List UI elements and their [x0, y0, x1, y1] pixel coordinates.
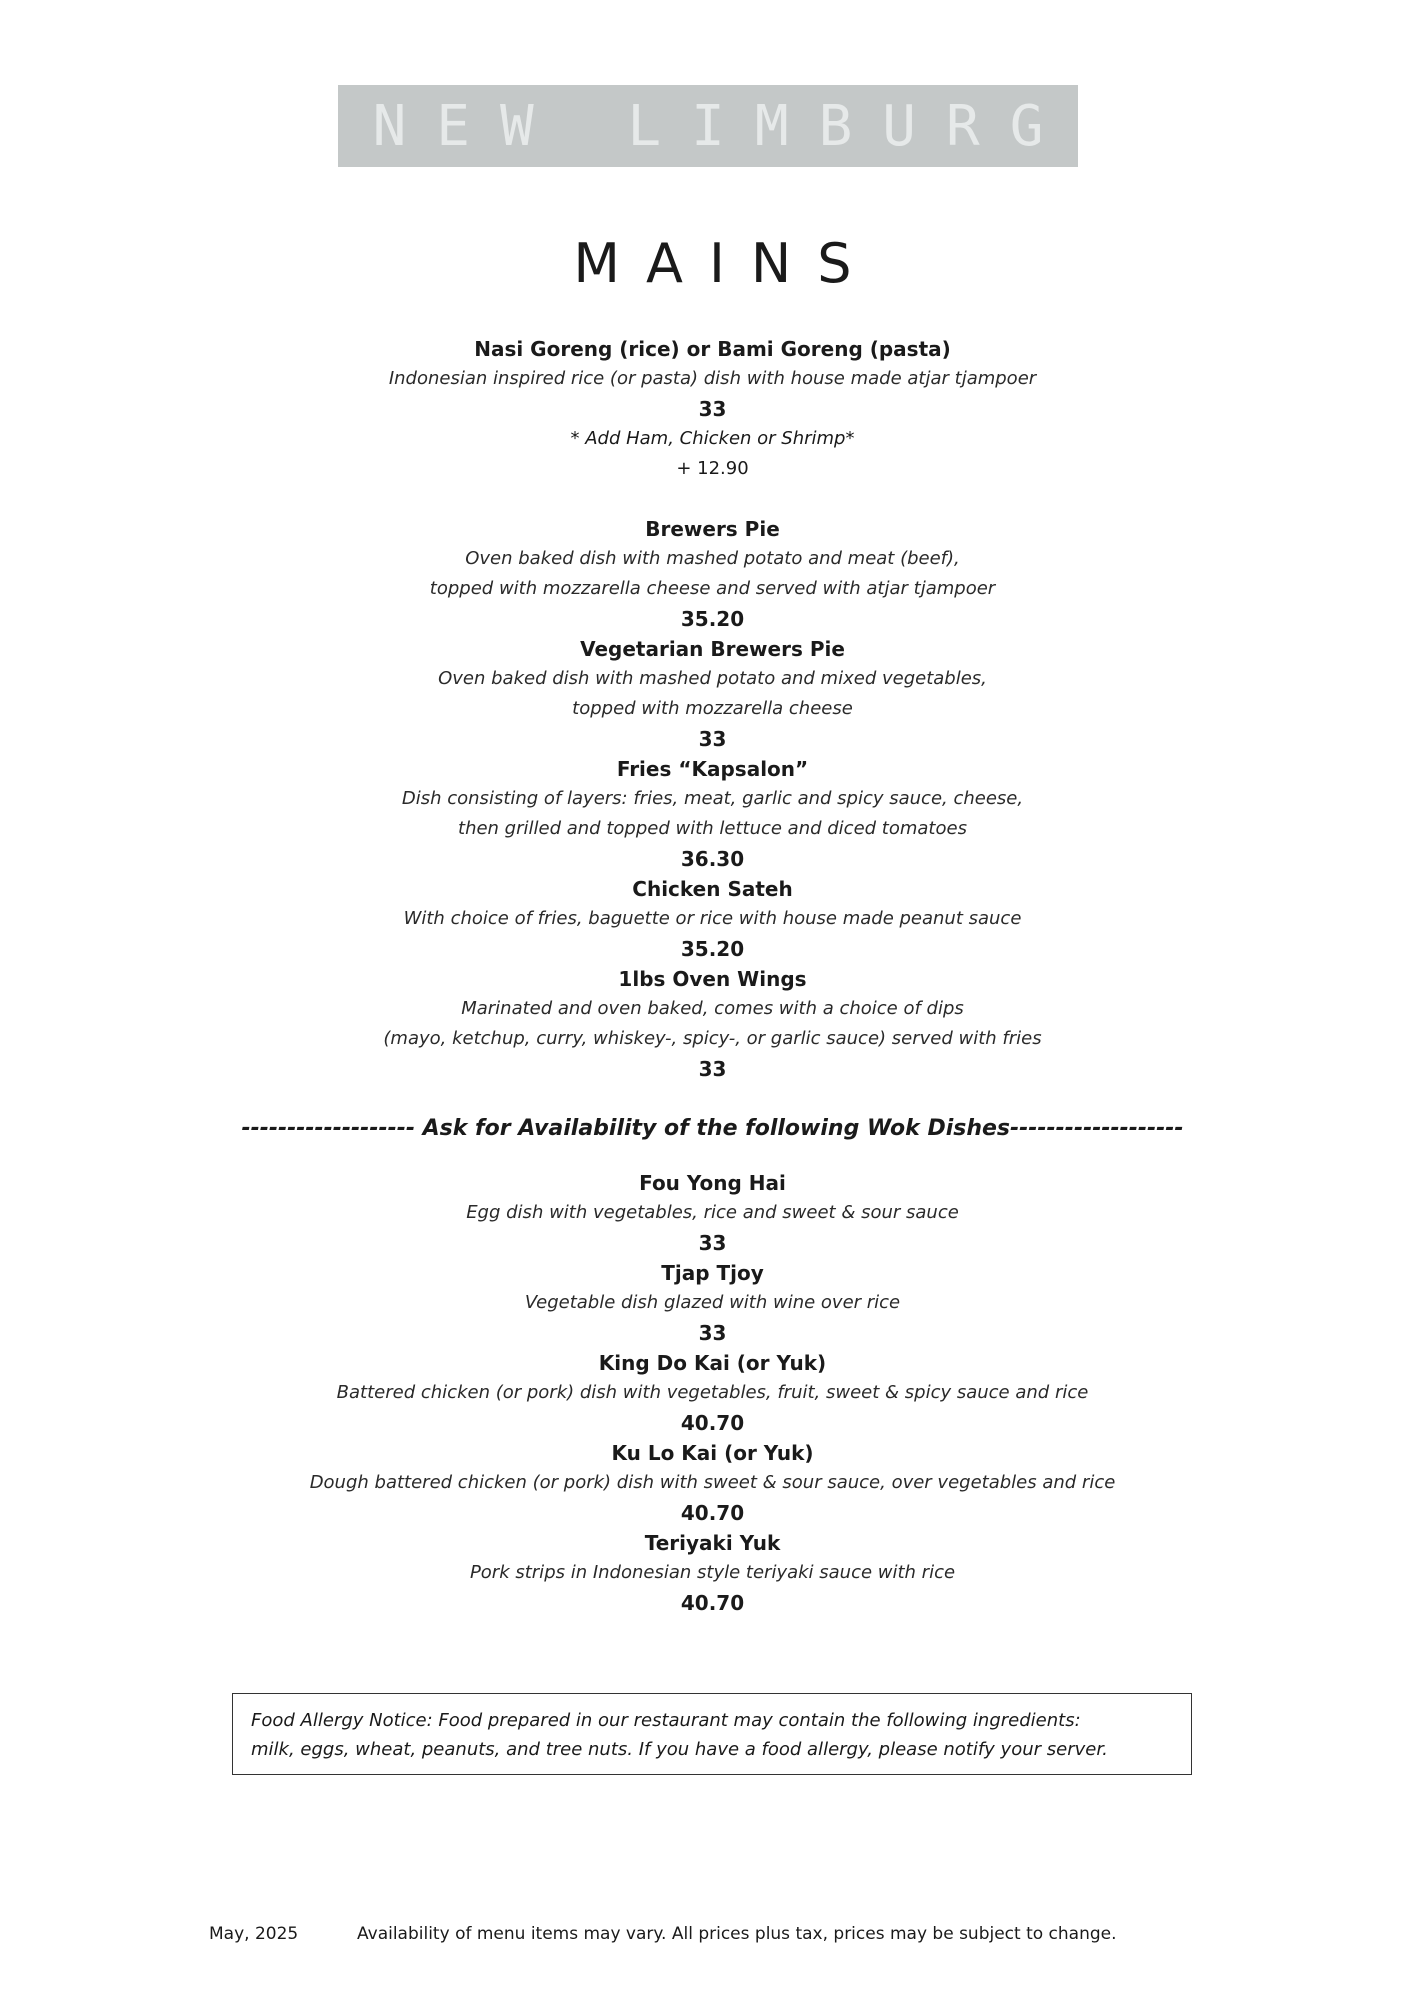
menu-item — [0, 754, 1425, 874]
item-price: 35.20 — [680, 607, 745, 631]
footer-disclaimer: Availability of menu items may vary. All prices plus tax, prices may be subject to change. — [357, 1924, 1117, 1944]
item-price: 36.30 — [680, 847, 745, 871]
item-price: 33 — [698, 1057, 727, 1081]
menu-item — [0, 514, 1425, 634]
item-price: 40.70 — [680, 1591, 745, 1615]
item-price: 33 — [698, 1321, 727, 1345]
item-description: then grilled and topped with lettuce and diced tomatoes — [458, 818, 967, 839]
item-name: Ku Lo Kai (or Yuk) — [611, 1441, 814, 1465]
mains-section — [0, 334, 1425, 1084]
menu-item — [0, 1168, 1425, 1258]
item-name: Brewers Pie — [645, 517, 780, 541]
item-description: Marinated and oven baked, comes with a choice of dips — [461, 998, 964, 1019]
item-addon-price: + 12.90 — [676, 458, 749, 479]
menu-item — [0, 334, 1425, 514]
item-name: Tjap Tjoy — [661, 1261, 764, 1285]
restaurant-logo — [338, 85, 1078, 167]
wok-dishes-header: ------------------- Ask for Availability of the following Wok Dishes------------------- — [241, 1116, 1184, 1141]
item-name: 1lbs Oven Wings — [618, 967, 807, 991]
item-description: Oven baked dish with mashed potato and meat (beef), — [465, 548, 960, 569]
item-name: Nasi Goreng (rice) or Bami Goreng (pasta) — [474, 337, 951, 361]
item-description: Egg dish with vegetables, rice and sweet & sour sauce — [466, 1202, 959, 1223]
item-description: Dough battered chicken (or pork) dish with sweet & sour sauce, over vegetables and rice — [309, 1472, 1116, 1493]
page-title: MAINS — [573, 232, 878, 295]
item-description: Dish consisting of layers: fries, meat, garlic and spicy sauce, cheese, — [401, 788, 1024, 809]
item-description: Pork strips in Indonesian style teriyaki sauce with rice — [469, 1562, 956, 1583]
item-name: Vegetarian Brewers Pie — [580, 637, 845, 661]
menu-item — [0, 1528, 1425, 1618]
item-price: 33 — [698, 397, 727, 421]
menu-item — [0, 1438, 1425, 1528]
item-name: Fou Yong Hai — [639, 1171, 786, 1195]
menu-item — [0, 874, 1425, 964]
logo-text: NEW LIMBURG — [372, 93, 1074, 159]
allergy-notice-line1: Food Allergy Notice: Food prepared in our restaurant may contain the following ingredients: — [251, 1710, 1081, 1731]
item-name: Chicken Sateh — [632, 877, 793, 901]
item-description: topped with mozzarella cheese — [572, 698, 853, 719]
menu-item — [0, 634, 1425, 754]
item-price: 40.70 — [680, 1501, 745, 1525]
menu-item — [0, 1348, 1425, 1438]
item-description: Battered chicken (or pork) dish with vegetables, fruit, sweet & spicy sauce and rice — [336, 1382, 1089, 1403]
item-description: topped with mozzarella cheese and served with atjar tjampoer — [429, 578, 996, 599]
item-name: Teriyaki Yuk — [644, 1531, 781, 1555]
item-price: 33 — [698, 727, 727, 751]
menu-list — [0, 334, 1425, 1618]
item-name: Fries “Kapsalon” — [616, 757, 809, 781]
menu-item — [0, 964, 1425, 1084]
item-price: 35.20 — [680, 937, 745, 961]
allergy-notice-line2: milk, eggs, wheat, peanuts, and tree nuts. If you have a food allergy, please notify your server. — [251, 1739, 1108, 1760]
item-price: 40.70 — [680, 1411, 745, 1435]
menu-item — [0, 1258, 1425, 1348]
item-description: (mayo, ketchup, curry, whiskey-, spicy-, or garlic sauce) served with fries — [383, 1028, 1042, 1049]
item-description: Vegetable dish glazed with wine over rice — [524, 1292, 901, 1313]
item-description: With choice of fries, baguette or rice with house made peanut sauce — [403, 908, 1022, 929]
item-price: 33 — [698, 1231, 727, 1255]
item-description: Oven baked dish with mashed potato and mixed vegetables, — [438, 668, 987, 689]
item-addon: * Add Ham, Chicken or Shrimp* — [570, 428, 855, 449]
allergy-notice — [232, 1693, 1192, 1775]
item-description: Indonesian inspired rice (or pasta) dish with house made atjar tjampoer — [388, 368, 1037, 389]
wok-section — [0, 1168, 1425, 1618]
item-name: King Do Kai (or Yuk) — [598, 1351, 827, 1375]
spacer — [0, 484, 1425, 514]
footer-date: May, 2025 — [209, 1924, 299, 1944]
